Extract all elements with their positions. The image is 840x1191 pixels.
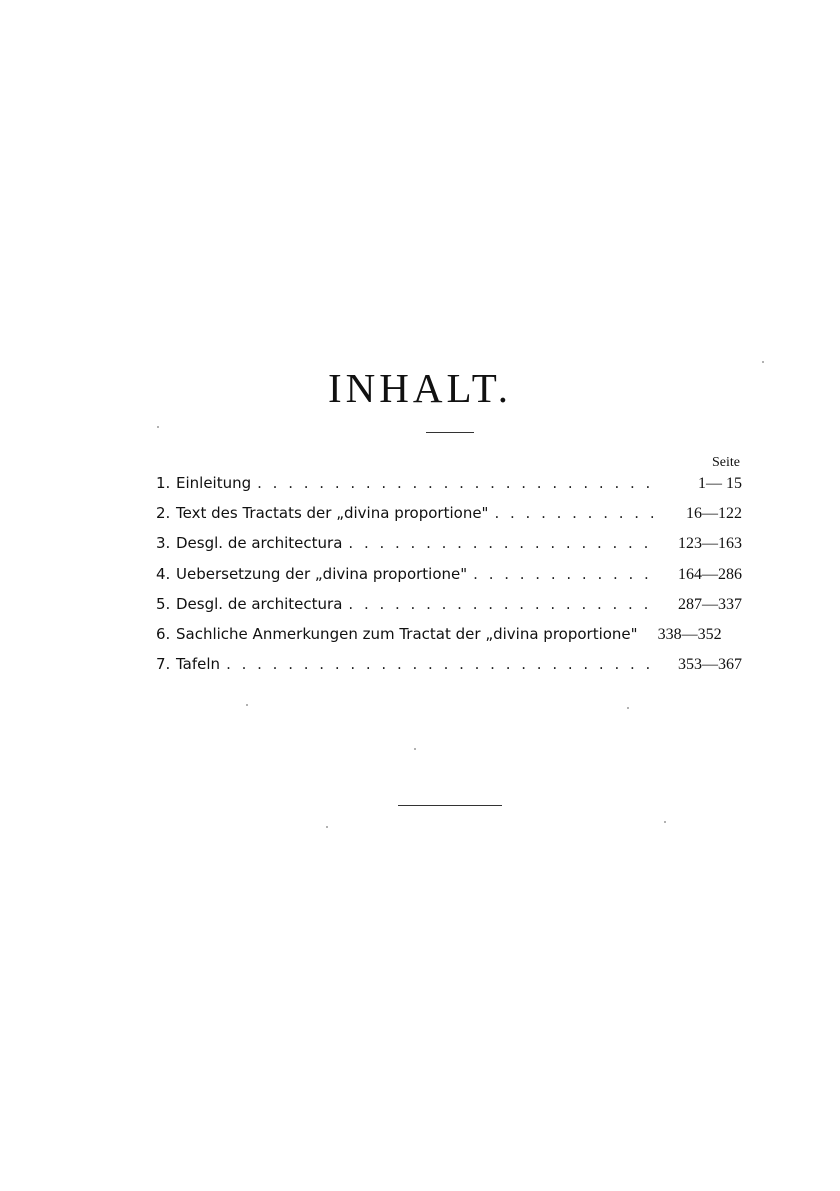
toc-entry-number: 6. <box>156 624 171 643</box>
dot-leader <box>257 474 656 492</box>
toc-entry-title: Uebersetzung der „divina proportione" <box>176 564 468 583</box>
toc-entry-title: Tafeln <box>176 655 221 674</box>
toc-entry-number: 2. <box>156 504 171 523</box>
toc-entry-title: Sachliche Anmerkungen zum Tractat der „divina proportione" <box>176 624 638 643</box>
toc-entry[interactable] <box>156 565 742 595</box>
toc-entry-pages: 164—286 <box>678 565 742 583</box>
paper-speck <box>627 707 629 709</box>
toc-entry-pages: 287—337 <box>678 595 742 613</box>
dot-leader <box>494 504 656 522</box>
toc-entry-number: 5. <box>156 594 171 613</box>
toc-entry[interactable] <box>156 655 742 685</box>
toc-entry[interactable] <box>156 504 742 534</box>
toc-entry[interactable] <box>156 625 742 655</box>
toc-entry-title: Desgl. de architectura <box>176 594 343 613</box>
toc-entry-title: Desgl. de architectura <box>176 534 343 553</box>
toc-entry[interactable] <box>156 474 742 504</box>
toc-entry[interactable] <box>156 595 742 625</box>
toc-entry-pages: 16—122 <box>686 505 742 523</box>
toc-entry-title: Einleitung <box>176 474 252 492</box>
toc-entry[interactable] <box>156 534 742 564</box>
paper-speck <box>326 826 328 828</box>
dot-leader <box>348 534 656 552</box>
toc-entry-pages: 338—352 <box>657 625 722 643</box>
page-title: INHALT. <box>327 365 512 411</box>
toc-entry-number: 3. <box>156 534 171 553</box>
paper-speck <box>414 748 416 750</box>
paper-speck <box>246 704 248 706</box>
toc-entry-number: 1. <box>156 474 171 492</box>
title-divider <box>426 432 474 433</box>
toc-entry-pages: 353—367 <box>678 656 742 674</box>
toc-entry-pages: 123—163 <box>678 535 742 553</box>
paper-speck <box>664 821 666 823</box>
paper-speck <box>157 426 159 428</box>
table-of-contents <box>156 474 742 685</box>
dot-leader <box>348 595 656 613</box>
toc-entry-number: 4. <box>156 564 171 583</box>
toc-entry-number: 7. <box>156 655 171 674</box>
dot-leader <box>473 565 656 583</box>
closing-divider <box>398 805 502 806</box>
toc-entry-title: Text des Tractats der „divina proportione" <box>176 504 489 523</box>
paper-speck <box>762 361 764 363</box>
page-column-header: Seite <box>712 455 740 470</box>
dot-leader <box>226 655 656 673</box>
toc-entry-pages: 1— 15 <box>698 475 742 492</box>
